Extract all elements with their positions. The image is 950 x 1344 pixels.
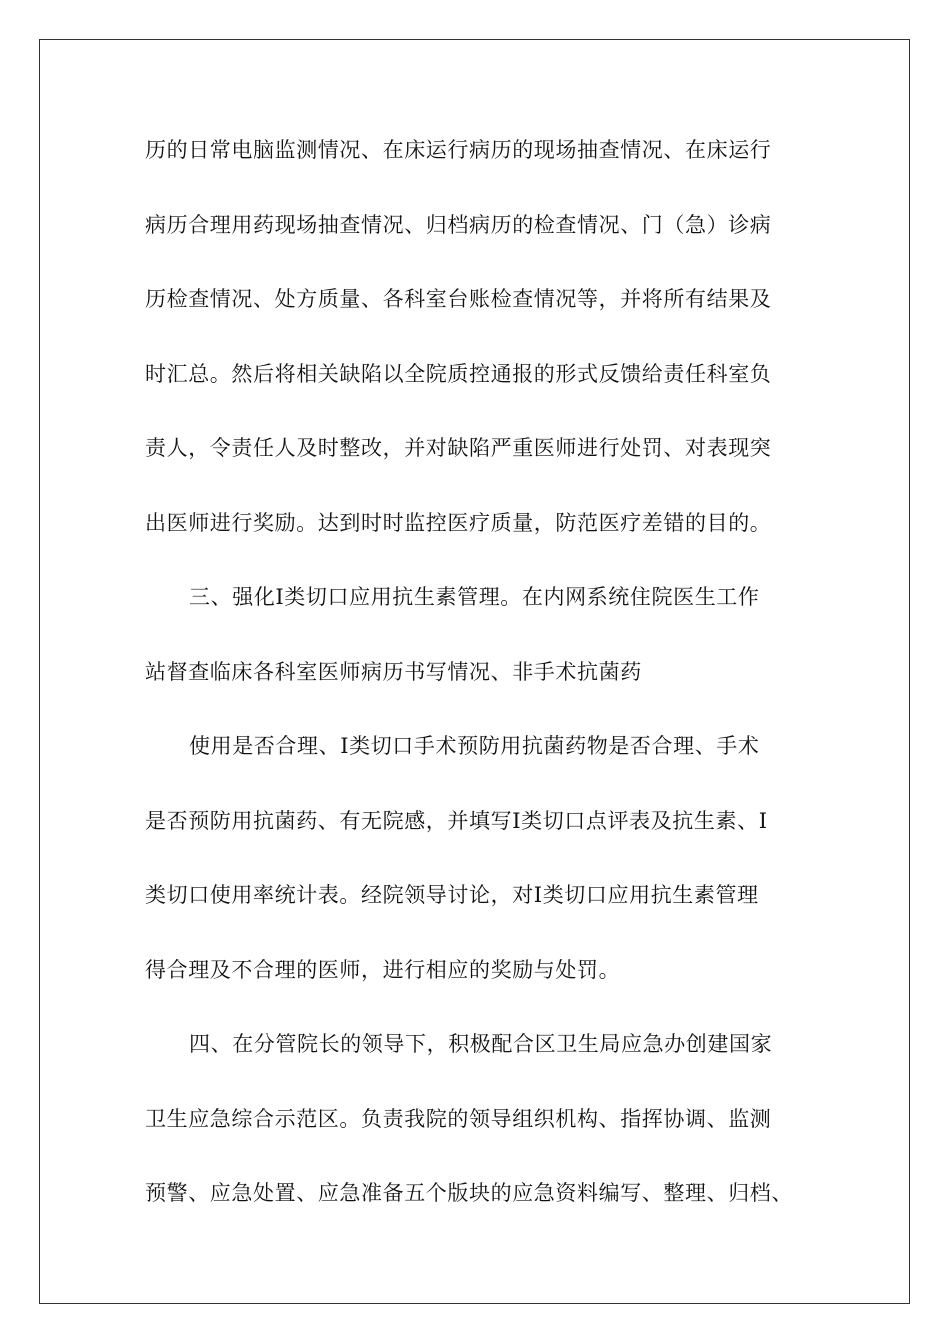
text-line: 出医师进行奖励。达到时时监控医疗质量，防范医疗差错的目的。 (145, 510, 772, 535)
paragraph-start-line: 四、在分管院长的领导下，积极配合区卫生局应急办创建国家 (189, 1032, 773, 1056)
text-line: 历的日常电脑监测情况、在床运行病历的现场抽查情况、在床运行 (145, 138, 772, 162)
text-line: 站督查临床各科室医师病历书写情况、非手术抗菌药 (145, 659, 642, 684)
paragraph-start-line: 三、强化Ⅰ类切口应用抗生素管理。在内网系统住院医生工作 (189, 585, 760, 609)
text-line: 责人，令责任人及时整改，并对缺陷严重医师进行处罚、对表现突 (145, 436, 772, 460)
text-line: 是否预防用抗菌药、有无院感，并填写Ⅰ类切口点评表及抗生素、Ⅰ (145, 808, 768, 833)
text-line: 预警、应急处置、应急准备五个版块的应急资料编写、整理、归档、 (145, 1181, 793, 1205)
paragraph-start-line: 使用是否合理、Ⅰ类切口手术预防用抗菌药物是否合理、手术 (189, 734, 760, 758)
text-line: 历检查情况、处方质量、各科室台账检查情况等，并将所有结果及 (145, 287, 772, 311)
text-line: 类切口使用率统计表。经院领导讨论，对Ⅰ类切口应用抗生素管理 (145, 883, 759, 907)
document-body (145, 129, 805, 1247)
text-line: 时汇总。然后将相关缺陷以全院质控通报的形式反馈给责任科室负 (145, 361, 772, 386)
text-line: 卫生应急综合示范区。负责我院的领导组织机构、指挥协调、监测 (145, 1106, 772, 1131)
text-line: 病历合理用药现场抽查情况、归档病历的检查情况、门（急）诊病 (145, 212, 772, 237)
text-line: 得合理及不合理的医师，进行相应的奖励与处罚。 (145, 957, 621, 982)
